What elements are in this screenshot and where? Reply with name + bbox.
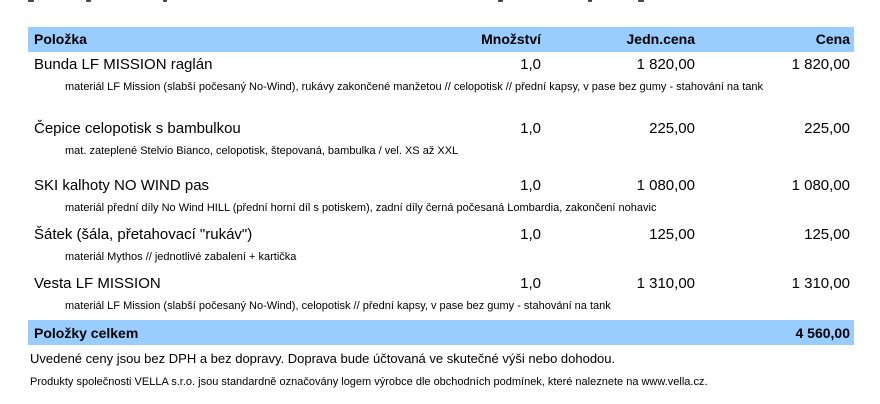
pricing-note: Uvedené ceny jsou bez DPH a bez dopravy. Doprava bude účtovaná ve skutečné výši nebo dohodou. [30,351,616,366]
total-value: 4 560,00 [795,325,850,341]
item-price: 125,00 [804,226,850,243]
item-description: materiál přední díly No Wind HILL (přední horní díl s potiskem), zadní díly černá počesaná Lombardia, zakončení nohavic [65,202,657,214]
item-quantity: 1,0 [520,177,541,194]
item-quantity: 1,0 [520,56,541,73]
items-table [28,27,854,345]
table-row [28,173,854,198]
item-description: mat. zateplené Stelvio Bianco, celopotisk, štepovaná, bambulka / vel. XS až XXL [65,145,459,157]
item-name: SKI kalhoty NO WIND pas [34,177,210,194]
table-header [28,27,854,52]
item-unit-price: 1 310,00 [636,275,695,292]
total-label: Položky celkem [34,325,139,341]
table-row [28,52,854,77]
item-quantity: 1,0 [520,120,541,137]
header-item: Položka [34,31,87,47]
item-unit-price: 1 820,00 [636,56,695,73]
item-price: 1 080,00 [791,177,850,194]
item-quantity: 1,0 [520,275,541,292]
header-price: Cena [815,31,850,47]
table-row [28,271,854,296]
item-name: Šátek (šála, přetahovací "rukáv") [34,226,253,243]
item-description: materiál LF Mission (slabší počesaný No-Wind), rukávy zakončené manžetou // celopotisk // přední kapsy, v pase bez gumy - stahování na tank [65,81,764,93]
item-unit-price: 1 080,00 [636,177,695,194]
item-unit-price: 125,00 [649,226,695,243]
item-price: 1 820,00 [791,56,850,73]
item-name: Čepice celopotisk s bambulkou [34,120,241,137]
company-note: Produkty společnosti VELLA s.r.o. jsou standardně označovány logem výrobce dle obchodních podmínek, které naleznete na www.vella.cz. [30,376,708,388]
item-price: 225,00 [804,120,850,137]
table-row [28,222,854,247]
header-unit-price: Jedn.cena [626,31,695,47]
cropped-previous-text [28,0,708,3]
item-name: Vesta LF MISSION [34,275,161,292]
total-row [28,320,854,345]
item-price: 1 310,00 [791,275,850,292]
table-row [28,116,854,141]
item-description: materiál LF Mission (slabší počesaný No-Wind), celopotisk // přední kapsy, v pase bez gumy - stahování na tank [65,300,611,312]
item-quantity: 1,0 [520,226,541,243]
item-description: materiál Mythos // jednotlivé zabalení + kartička [65,251,297,263]
header-quantity: Množství [481,31,541,47]
item-name: Bunda LF MISSION raglán [34,56,213,73]
item-unit-price: 225,00 [649,120,695,137]
